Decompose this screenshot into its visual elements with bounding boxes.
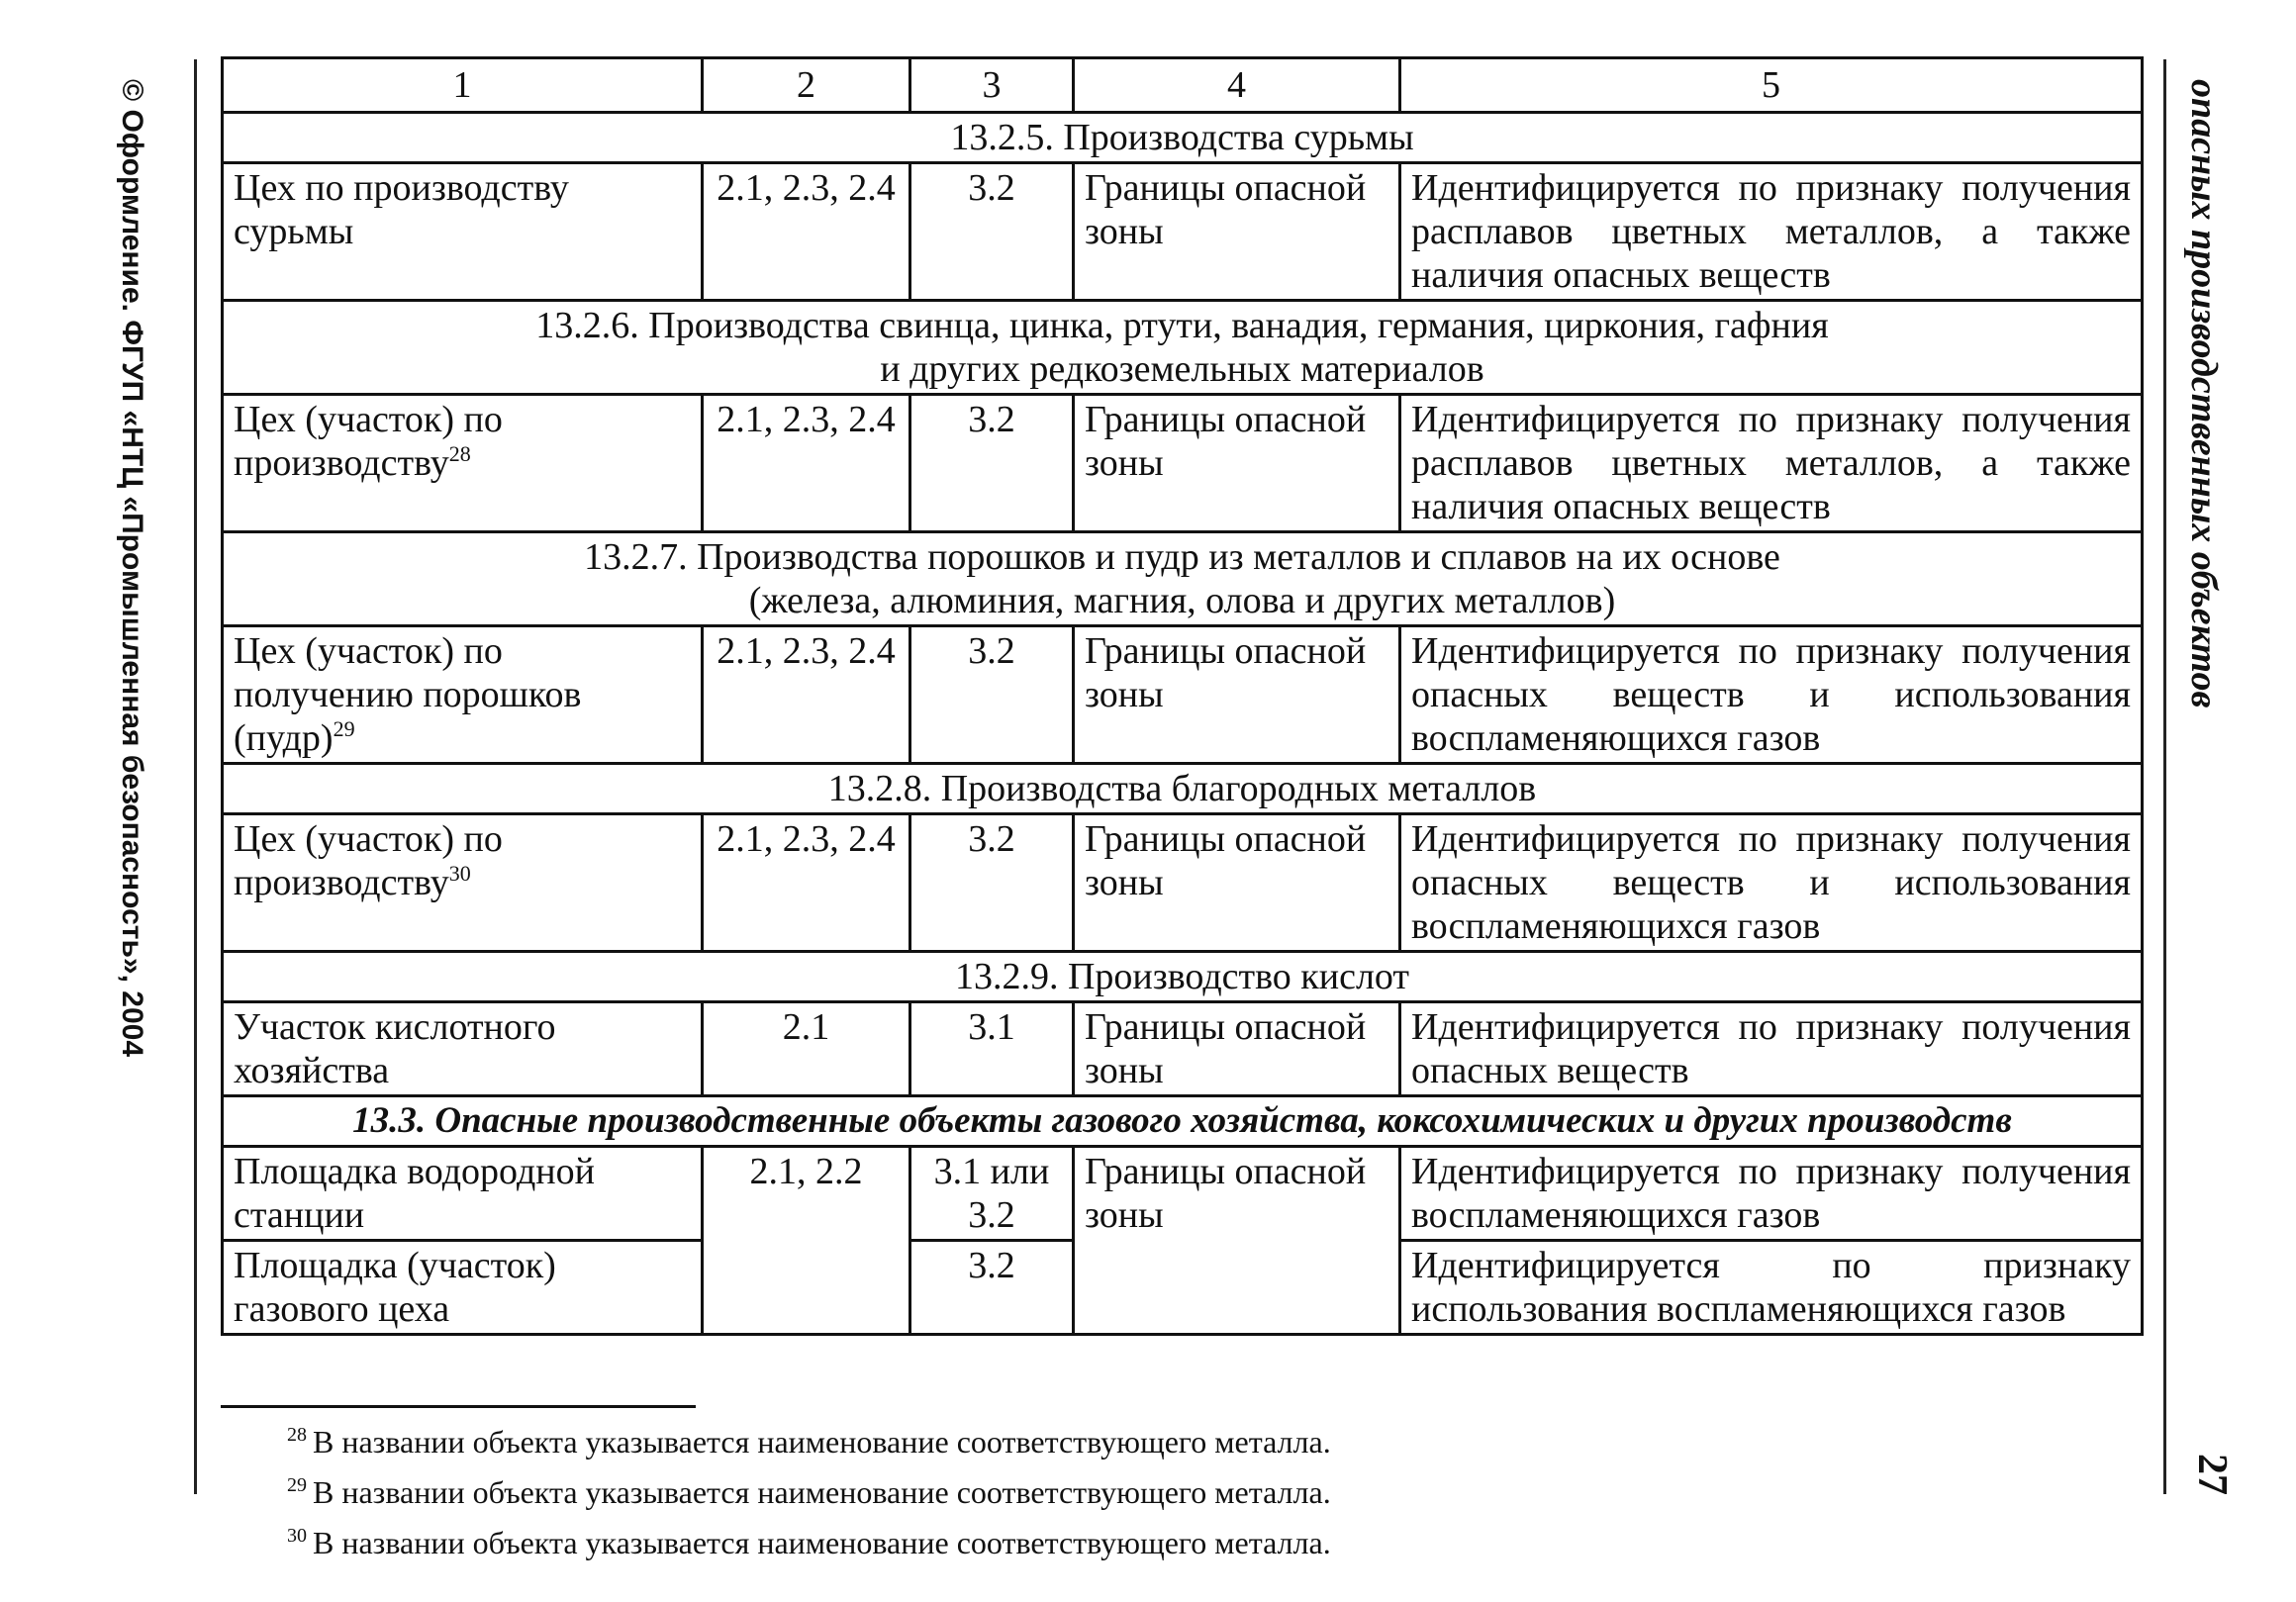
class-cell: 3.2 (910, 395, 1074, 532)
section-title: 13.2.5. Производства сурьмы (223, 113, 2143, 163)
section-row (223, 301, 2143, 395)
boundary-cell: Границы опасной зоны (1074, 1147, 1400, 1335)
footnote-ref: 28 (448, 441, 471, 466)
section-title: 13.3. Опасные производственные объекты газового хозяйства, коксохимических и других производств (223, 1096, 2143, 1147)
section-title-line: (железа, алюминия, магния, олова и других металлов) (748, 580, 1616, 621)
column-header: 5 (1400, 58, 2143, 113)
criteria-cell: 2.1 (703, 1002, 910, 1096)
table-row (223, 626, 2143, 764)
section-row (223, 532, 2143, 626)
object-name (223, 626, 703, 764)
object-name (223, 395, 703, 532)
column-header: 1 (223, 58, 703, 113)
table-header-row (223, 58, 2143, 113)
section-title: 13.2.8. Производства благородных металлов (223, 764, 2143, 814)
object-name-text: Цех (участок) по производству (234, 818, 503, 903)
section-title (223, 532, 2143, 626)
section-row (223, 113, 2143, 163)
footnote-number: 30 (287, 1525, 307, 1547)
identification-cell: Идентифицируется по признаку получения расплавов цветных металлов, а также наличия опасных веществ (1400, 163, 2143, 301)
class-cell: 3.2 (910, 1241, 1074, 1335)
column-header: 4 (1074, 58, 1400, 113)
identification-cell: Идентифицируется по признаку получения расплавов цветных металлов, а также наличия опасных веществ (1400, 395, 2143, 532)
running-head: опасных производственных объектов (2183, 79, 2225, 708)
hazard-objects-table (221, 56, 2144, 1336)
object-name: Площадка (участок) газового цеха (223, 1241, 703, 1335)
footnote-text: В названии объекта указывается наименование соответствующего металла. (313, 1474, 1331, 1510)
identification-cell: Идентифицируется по признаку получения опасных веществ и использования воспламеняющихся газов (1400, 814, 2143, 952)
boundary-cell: Границы опасной зоны (1074, 1002, 1400, 1096)
criteria-cell: 2.1, 2.3, 2.4 (703, 814, 910, 952)
footnote-divider (221, 1405, 696, 1408)
section-row (223, 952, 2143, 1002)
object-name-text: Цех (участок) по получению порошков (пудр) (234, 630, 582, 759)
section-title-line: и других редкоземельных материалов (880, 348, 1484, 390)
object-name: Цех по производству сурьмы (223, 163, 703, 301)
footnote-ref: 29 (333, 716, 355, 741)
object-name (223, 814, 703, 952)
class-cell: 3.2 (910, 814, 1074, 952)
object-name-text: Цех (участок) по производству (234, 399, 503, 484)
object-name: Участок кислотного хозяйства (223, 1002, 703, 1096)
identification-cell: Идентифицируется по признаку использования воспламеняющихся газов (1400, 1241, 2143, 1335)
boundary-cell: Границы опасной зоны (1074, 814, 1400, 952)
footnote-number: 29 (287, 1474, 307, 1496)
criteria-cell: 2.1, 2.3, 2.4 (703, 395, 910, 532)
criteria-cell: 2.1, 2.3, 2.4 (703, 163, 910, 301)
section-row (223, 764, 2143, 814)
footnote-text: В названии объекта указывается наименование соответствующего металла. (313, 1525, 1331, 1560)
boundary-cell: Границы опасной зоны (1074, 163, 1400, 301)
footnotes (287, 1413, 1870, 1564)
column-header: 3 (910, 58, 1074, 113)
copyright-margin-text: © Оформление. ФГУП «НТЦ «Промышленная безопасность», 2004 (116, 79, 148, 1058)
criteria-cell: 2.1, 2.2 (703, 1147, 910, 1335)
boundary-cell: Границы опасной зоны (1074, 626, 1400, 764)
footnote-text: В названии объекта указывается наименование соответствующего металла. (313, 1424, 1331, 1460)
section-title-line: 13.2.7. Производства порошков и пудр из металлов и сплавов на их основе (584, 536, 1780, 578)
identification-cell: Идентифицируется по признаку получения воспламеняющихся газов (1400, 1147, 2143, 1241)
table-row (223, 1002, 2143, 1096)
table-row (223, 814, 2143, 952)
class-cell: 3.1 или 3.2 (910, 1147, 1074, 1241)
section-row (223, 1096, 2143, 1147)
footnote-ref: 30 (448, 861, 471, 886)
section-title-line: 13.2.6. Производства свинца, цинка, ртути, ванадия, германия, циркония, гафния (535, 305, 1829, 346)
left-margin-rule (194, 59, 197, 1494)
table-row (223, 395, 2143, 532)
class-cell: 3.2 (910, 163, 1074, 301)
footnote (287, 1463, 1870, 1514)
section-title (223, 301, 2143, 395)
right-margin-rule (2163, 59, 2166, 1494)
footnote (287, 1413, 1870, 1463)
column-header: 2 (703, 58, 910, 113)
footnote-number: 28 (287, 1424, 307, 1446)
class-cell: 3.2 (910, 626, 1074, 764)
table-row (223, 1147, 2143, 1241)
table-row (223, 163, 2143, 301)
identification-cell: Идентифицируется по признаку получения опасных веществ (1400, 1002, 2143, 1096)
class-cell: 3.1 (910, 1002, 1074, 1096)
section-title: 13.2.9. Производство кислот (223, 952, 2143, 1002)
page-number: 27 (2189, 1454, 2235, 1495)
boundary-cell: Границы опасной зоны (1074, 395, 1400, 532)
identification-cell: Идентифицируется по признаку получения опасных веществ и использования воспламеняющихся газов (1400, 626, 2143, 764)
footnote (287, 1514, 1870, 1564)
object-name: Площадка водородной станции (223, 1147, 703, 1241)
criteria-cell: 2.1, 2.3, 2.4 (703, 626, 910, 764)
